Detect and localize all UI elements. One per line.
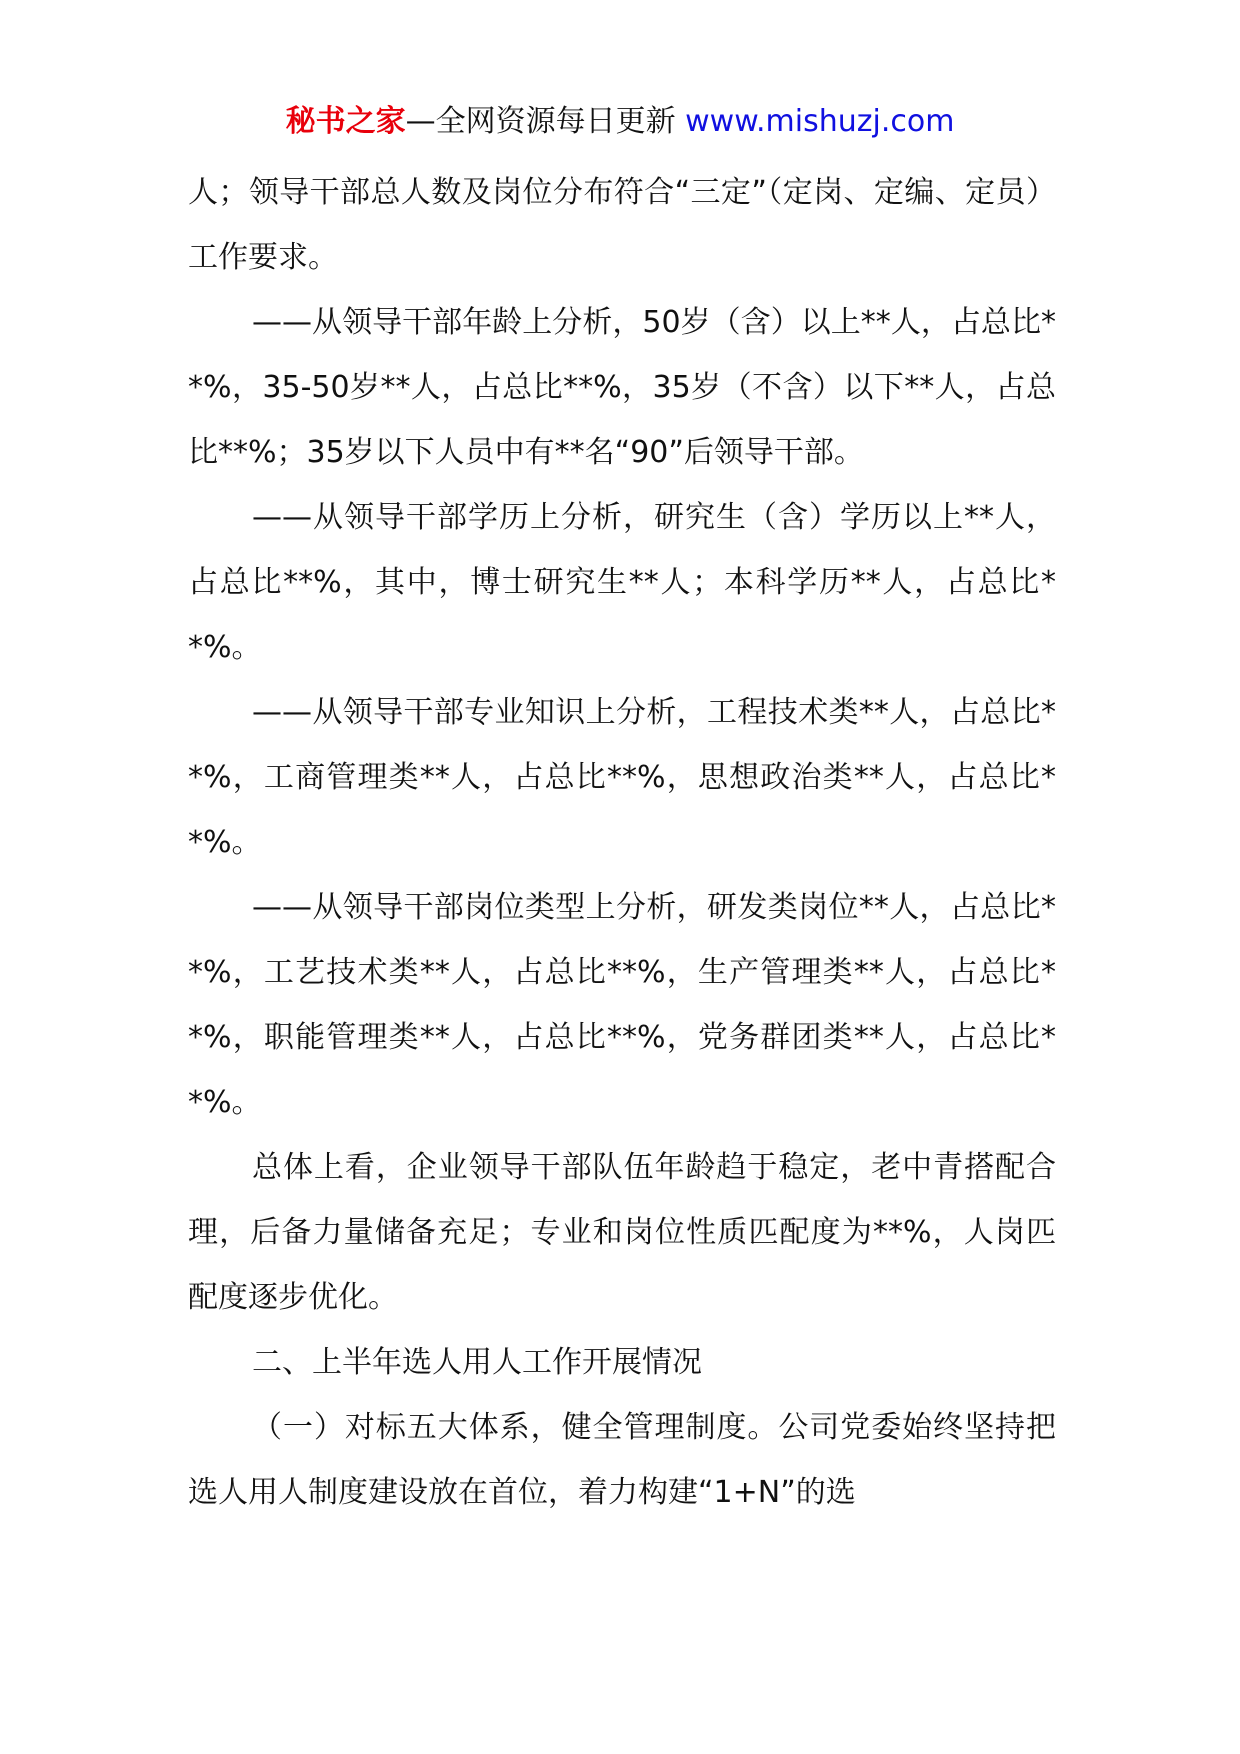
paragraph-subsection-one: （一）对标五大体系，健全管理制度。公司党委始终坚持把选人用人制度建设放在首位，着力构建“1+N”的选 bbox=[188, 1410, 1056, 1510]
site-brand-name: 秘书之家 bbox=[285, 104, 406, 139]
section-heading: 二、上半年选人用人工作开展情况 bbox=[252, 1345, 702, 1380]
paragraph-education-analysis: ——从领导干部学历上分析，研究生（含）学历以上**人，占总比**%，其中，博士研究生**人；本科学历**人，占总比**%。 bbox=[188, 500, 1056, 665]
paragraph-position-analysis: ——从领导干部岗位类型上分析，研发类岗位**人，占总比**%，工艺技术类**人，占总比**%，生产管理类**人，占总比**%，职能管理类**人，占总比**%，党务群团类**人，占总比**%。 bbox=[188, 890, 1056, 1120]
paragraph-overall-summary: 总体上看，企业领导干部队伍年龄趋于稳定，老中青搭配合理，后备力量储备充足；专业和岗位性质匹配度为**%，人岗匹配度逐步优化。 bbox=[188, 1150, 1056, 1315]
paragraph-age-analysis: ——从领导干部年龄上分析，50岁（含）以上**人，占总比**%，35-50岁**人，占总比**%，35岁（不含）以下**人，占总比**%；35岁以下人员中有**名“90”后领导干部。 bbox=[188, 305, 1056, 470]
site-watermark-header bbox=[0, 100, 1240, 144]
site-tagline: —全网资源每日更新 bbox=[405, 104, 686, 139]
site-url: www.mishuzj.com bbox=[685, 104, 955, 139]
document-body bbox=[188, 160, 1056, 1525]
paragraph-continuation: 人；领导干部总人数及岗位分布符合“三定”（定岗、定编、定员）工作要求。 bbox=[188, 175, 1056, 275]
paragraph-expertise-analysis: ——从领导干部专业知识上分析，工程技术类**人，占总比**%，工商管理类**人，占总比**%，思想政治类**人，占总比**%。 bbox=[188, 695, 1056, 860]
